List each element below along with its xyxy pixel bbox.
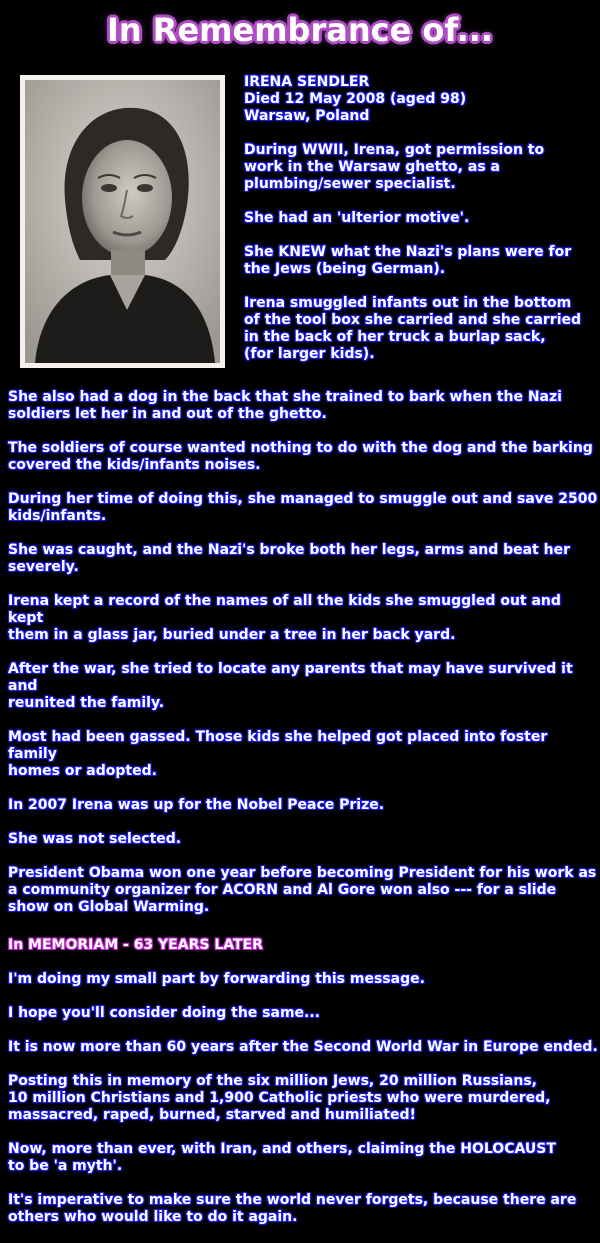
paragraph: Now, more than ever, with Iran, and others, claiming the HOLOCAUST to be 'a myth'.	[8, 1141, 556, 1174]
main-text	[8, 389, 600, 1243]
memoriam-heading: In MEMORIAM - 63 YEARS LATER	[8, 937, 263, 953]
paragraph: Irena smuggled infants out in the bottom of the tool box she carried and she carried in the back of her truck a burlap sack, (for larger kids).	[244, 295, 582, 362]
paragraph: I'm doing my small part by forwarding this message.	[8, 971, 425, 987]
paragraph: She KNEW what the Nazi's plans were for the Jews (being German).	[244, 244, 572, 277]
paragraph: I hope you'll consider doing the same...	[8, 1005, 320, 1021]
portrait-photo	[20, 75, 225, 368]
paragraph: During her time of doing this, she managed to smuggle out and save 2500 kids/infants.	[8, 491, 598, 524]
paragraph: It is now more than 60 years after the Second World War in Europe ended.	[8, 1039, 598, 1055]
paragraph: In 2007 Irena was up for the Nobel Peace Prize.	[8, 797, 385, 813]
place: Warsaw, Poland	[244, 108, 370, 124]
person-name: IRENA SENDLER	[244, 74, 370, 90]
page-title: In Remembrance of...	[106, 11, 494, 49]
paragraph: She also had a dog in the back that she trained to bark when the Nazi soldiers let her in and out of the ghetto.	[8, 389, 562, 422]
paragraph: President Obama won one year before becoming President for his work as a community organizer for ACORN and Al Gore won also --- for a slide show on Global Warming.	[8, 865, 597, 915]
paragraph: She was caught, and the Nazi's broke both her legs, arms and beat her severely.	[8, 542, 570, 575]
paragraph: Most had been gassed. Those kids she helped got placed into foster family homes or adopted.	[8, 729, 548, 779]
paragraph: Irena kept a record of the names of all the kids she smuggled out and kept them in a glass jar, buried under a tree in her back yard.	[8, 593, 561, 643]
paragraph: After the war, she tried to locate any parents that may have survived it and reunited the family.	[8, 661, 573, 711]
paragraph: During WWII, Irena, got permission to work in the Warsaw ghetto, as a plumbing/sewer specialist.	[244, 142, 545, 192]
death-date: Died 12 May 2008 (aged 98)	[244, 91, 467, 107]
paragraph: It's imperative to make sure the world never forgets, because there are others who would like to do it again.	[8, 1192, 577, 1225]
paragraph: She had an 'ulterior motive'.	[244, 210, 470, 226]
paragraph: The soldiers of course wanted nothing to do with the dog and the barking covered the kids/infants noises.	[8, 440, 593, 473]
intro-column	[244, 74, 596, 380]
paragraph: Posting this in memory of the six million Jews, 20 million Russians, 10 million Christians and 1,900 Catholic priests who were murdered, massacred, raped, burned, starved and humiliated!	[8, 1073, 551, 1123]
portrait-image	[25, 80, 220, 363]
paragraph: She was not selected.	[8, 831, 182, 847]
